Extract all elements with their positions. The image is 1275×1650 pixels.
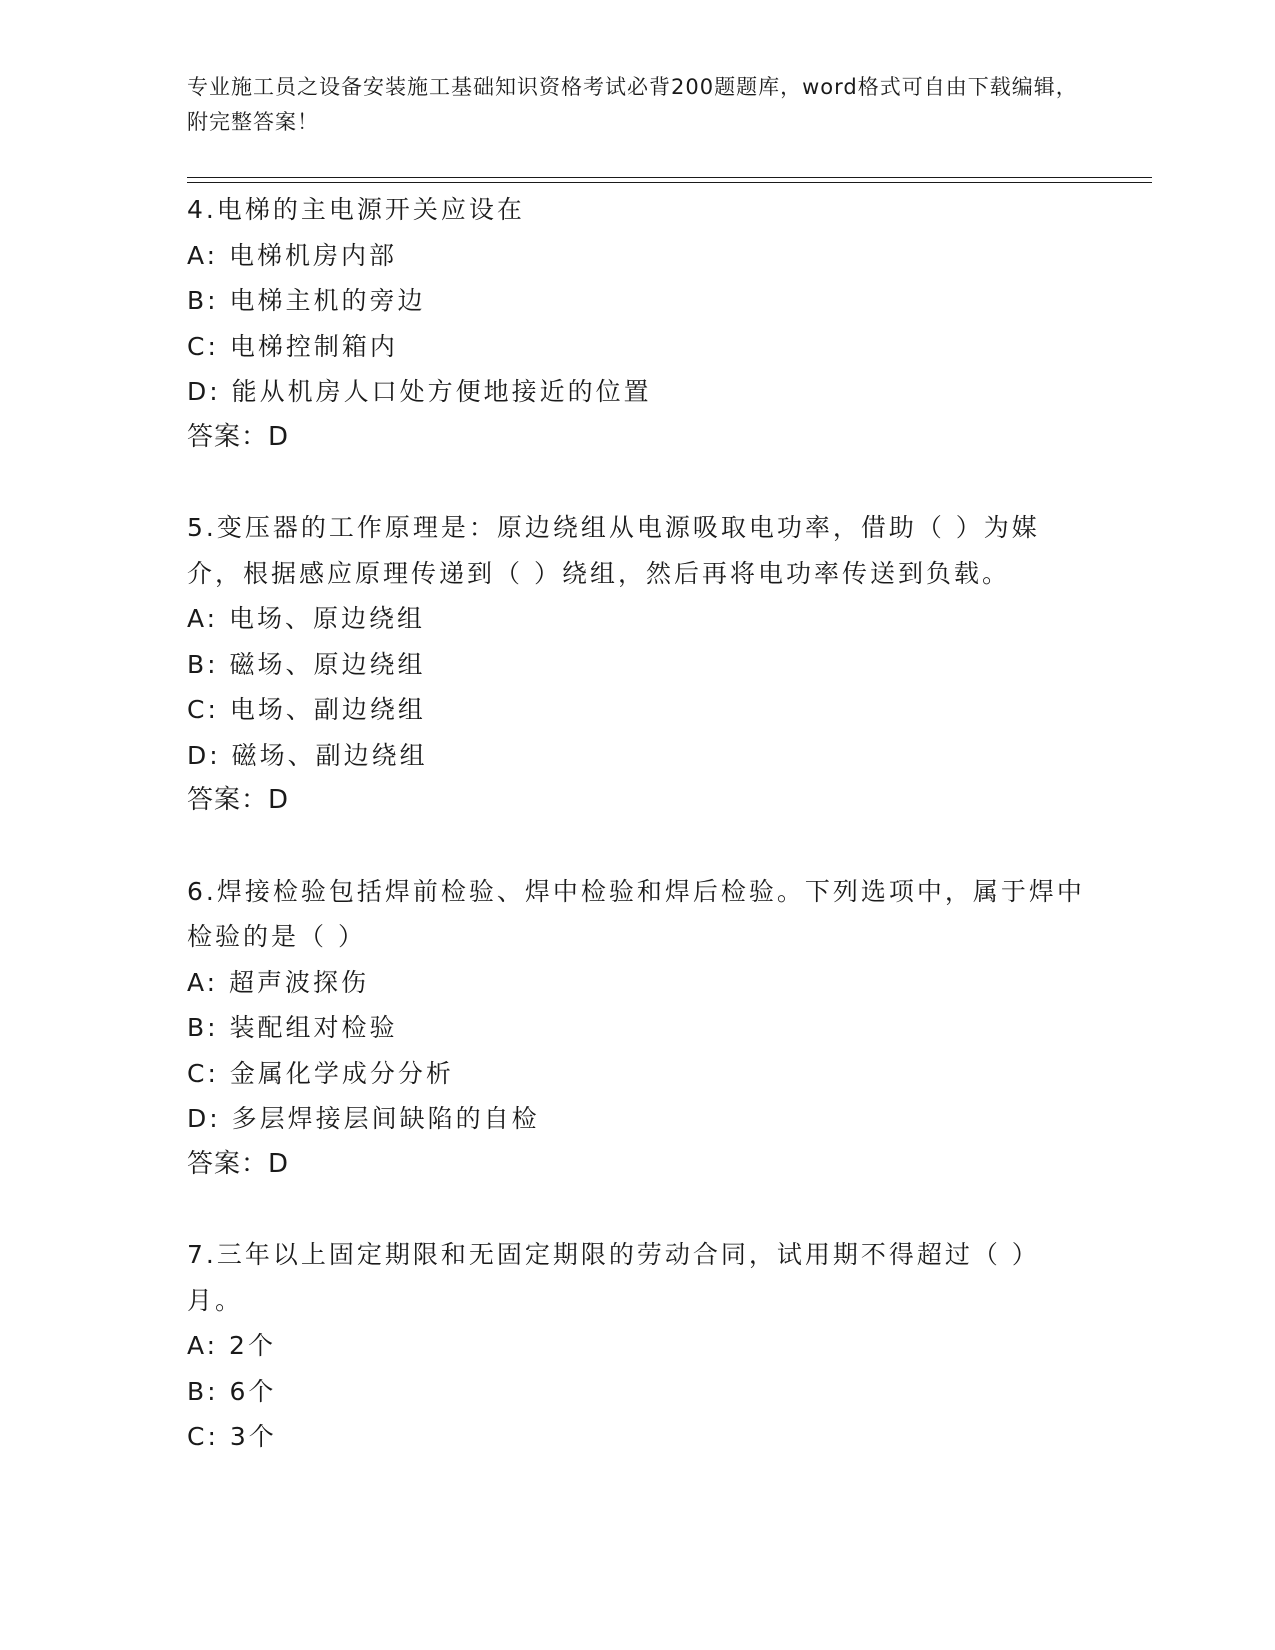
question-stem: 6.焊接检验包括焊前检验、焊中检验和焊后检验。下列选项中，属于焊中检验的是（ ） bbox=[187, 876, 1085, 951]
option-c: C: 金属化学成分分析 bbox=[187, 1058, 454, 1088]
option-b: B: 装配组对检验 bbox=[187, 1013, 398, 1042]
question-stem: 4.电梯的主电源开关应设在 bbox=[187, 195, 525, 224]
answer-label: 答案：D bbox=[187, 1148, 290, 1179]
question-stem: 7.三年以上固定期限和无固定期限的劳动合同，试用期不得超过（ ）月。 bbox=[187, 1240, 1040, 1315]
option-d: D: 多层焊接层间缺陷的自检 bbox=[187, 1104, 540, 1133]
question-5 bbox=[187, 505, 1087, 824]
option-a: A: 超声波探伤 bbox=[187, 967, 370, 997]
option-d: D: 磁场、副边绕组 bbox=[187, 740, 428, 770]
option-d: D: 能从机房人口处方便地接近的位置 bbox=[187, 377, 652, 406]
question-stem: 5.变压器的工作原理是：原边绕组从电源吸取电功率，借助（ ）为媒介，根据感应原理传递到（ ）绕组，然后再将电功率传送到负载。 bbox=[187, 513, 1040, 588]
option-c: C: 电梯控制箱内 bbox=[187, 331, 398, 361]
question-list bbox=[187, 187, 1087, 1505]
option-a: A: 电梯机房内部 bbox=[187, 240, 398, 270]
header-divider-top bbox=[187, 177, 1152, 178]
question-7 bbox=[187, 1232, 1087, 1460]
option-a: A: 电场、原边绕组 bbox=[187, 604, 426, 633]
document-header: 专业施工员之设备安装施工基础知识资格考试必背200题题库，word格式可自由下载编辑，附完整答案！ bbox=[187, 75, 1078, 134]
option-b: B: 电梯主机的旁边 bbox=[187, 286, 426, 315]
option-a: A: 2个 bbox=[187, 1331, 276, 1360]
option-c: C: 3个 bbox=[187, 1422, 277, 1451]
option-b: B: 磁场、原边绕组 bbox=[187, 649, 426, 679]
answer-label: 答案：D bbox=[187, 421, 290, 452]
header-divider-bottom bbox=[187, 182, 1152, 183]
option-c: C: 电场、副边绕组 bbox=[187, 695, 426, 724]
answer-label: 答案：D bbox=[187, 785, 290, 815]
question-6 bbox=[187, 869, 1087, 1188]
option-b: B: 6个 bbox=[187, 1376, 277, 1406]
question-4 bbox=[187, 187, 1087, 460]
